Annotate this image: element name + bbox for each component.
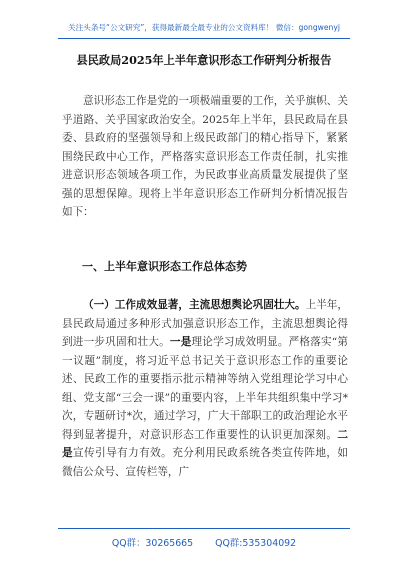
- point2-text: 充分利用民政系统各类宣传阵地，如微信公众号、宣传栏等，广: [62, 447, 349, 478]
- point2-label: 二是: [62, 428, 348, 459]
- subsection-text: 上半年，县民政局通过多种形式加强意识形态工作，主流思想舆论得到进一步巩固和壮大。: [62, 299, 349, 348]
- point1-text: 严格落实“第一议题”制度，将习近平总书记关于意识形态工作的重要论述、民政工作的重要指示批示精神等纳入党组理论学习中心组、党支部“三会一课”的重要内容，上半年共组织集中学习*次，专题研讨*次，通过学习，广大干部职工的政治理论水平得到显著提升，对意识形态工作重要性的认识更加深刻。: [62, 336, 349, 441]
- intro-paragraph: 意识形态工作是党的一项极端重要的工作，关乎旗帜、关乎道路、关乎国家政治安全。2025年上半年，县民政局在县委、县政府的坚强领导和上级民政部门的精心指导下，紧紧围绕民政中心工作，严格落实意识形态工作责任制，扎实推进意识形态领域各项工作，为民政事业高质量发展提供了坚强的思想保障。现将上半年意识形态工作研判分析情况报告如下：: [62, 95, 348, 218]
- footer-divider: [58, 528, 350, 529]
- point1-title: 理论学习成效明显。: [191, 336, 289, 348]
- document-title: 县民政局2025年上半年意识形态工作研判分析报告: [76, 53, 332, 67]
- subsection-title: （一）工作成效显著，主流思想舆论巩固壮大。: [83, 299, 306, 311]
- header-notice: 关注头条号“公文研究”，获得最新最全最专业的公文资料库！ 微信：gongwenyj: [68, 23, 340, 32]
- header-divider: [58, 38, 350, 39]
- point1-label: 一是: [169, 336, 192, 348]
- footer-contact: [0, 535, 408, 549]
- body-paragraph: [62, 296, 348, 481]
- footer-qq-group-2: QQ群:535304092: [215, 538, 297, 549]
- section-heading: 一、上半年意识形态工作总体态势: [82, 260, 247, 273]
- footer-qq-group-1: QQ群：30265665: [111, 538, 194, 549]
- point2-title: 宣传引导有力有效。: [73, 447, 173, 459]
